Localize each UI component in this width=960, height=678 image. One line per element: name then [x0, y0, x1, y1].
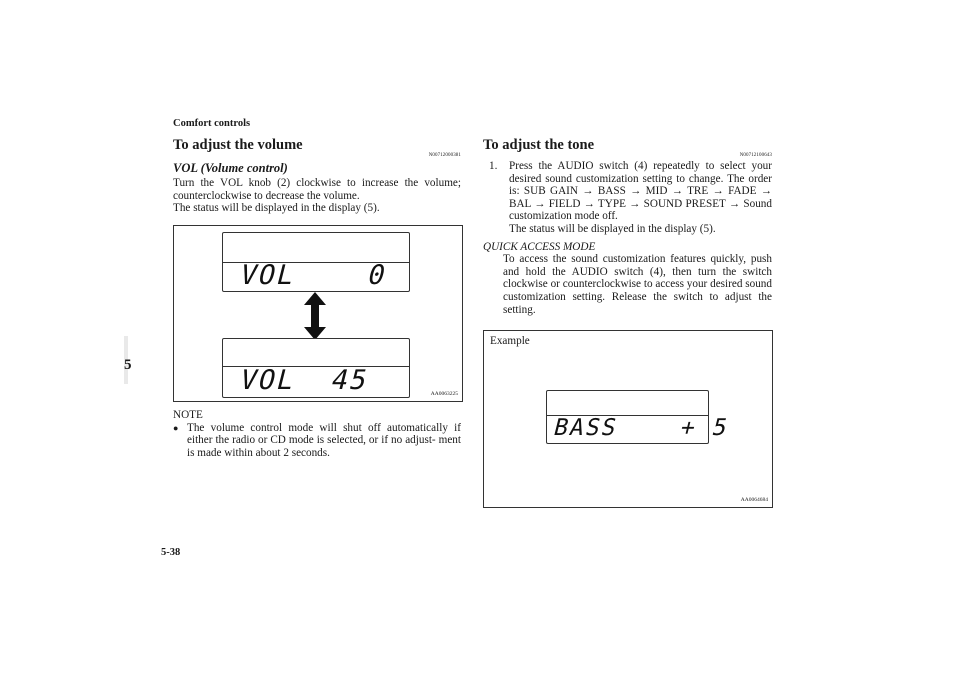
figure-label: Example: [490, 335, 530, 347]
section-header: Comfort controls: [173, 118, 251, 129]
lcd-readout-example: BASS + 5: [551, 415, 732, 441]
section-title-tone: To adjust the tone: [483, 137, 595, 153]
paragraph-volume-instructions: Turn the VOL knob (2) clockwise to increase the volume; counterclockwise to decrease the volume.: [173, 177, 461, 202]
quick-access-heading: QUICK ACCESS MODE: [483, 240, 596, 253]
lcd-display-example: [546, 390, 732, 444]
right-column: [483, 136, 772, 316]
chapter-number: 5: [124, 357, 132, 373]
figure-volume-display: [173, 225, 463, 402]
note-heading: NOTE: [173, 409, 203, 421]
page-number: 5-38: [161, 547, 181, 558]
lcd-readout-bottom: VOL 45: [236, 365, 373, 396]
note-block: [173, 409, 461, 459]
note-text: The volume control mode will shut off automatically if either the radio or CD mode is selected, or if no adjust- ment is made within about 2 seconds.: [187, 421, 461, 459]
section-code: N00712100643: [739, 153, 772, 158]
lcd-readout-top: VOL 0: [236, 260, 391, 291]
quick-access-text: To access the sound customization features quickly, push and hold the AUDIO switch (4), then turn the switch clockwise or counterclockwise to access your desired sound customization setting. Release the switch to adjust the setting.: [503, 253, 772, 316]
paragraph-status: The status will be displayed in the display (5).: [173, 202, 380, 215]
step-status: The status will be displayed in the display (5).: [509, 222, 716, 235]
section-code: N00712000381: [428, 153, 461, 158]
step-number: 1.: [489, 160, 498, 172]
lcd-display-top: [222, 232, 410, 292]
step-1: [483, 160, 772, 236]
left-column: [173, 136, 461, 215]
figure-code: AA0064684: [740, 497, 768, 503]
section-title-volume: To adjust the volume: [173, 137, 303, 153]
step-text: Press the AUDIO switch (4) repeatedly to select your desired sound customization setting to change. The order is: SUB GAIN → BASS → MID → TRE → FADE → BAL → FIELD → TYPE → SOUND PRESET → Sound customization mode off.: [509, 160, 772, 223]
subtitle-vol: VOL (Volume control): [173, 161, 288, 175]
note-item: [173, 422, 461, 460]
figure-code: AA0063225: [430, 391, 458, 397]
double-arrow-icon: [304, 292, 326, 340]
bullet-icon: ●: [173, 422, 179, 433]
lcd-display-bottom: [222, 338, 410, 398]
figure-example-display: [483, 330, 773, 508]
